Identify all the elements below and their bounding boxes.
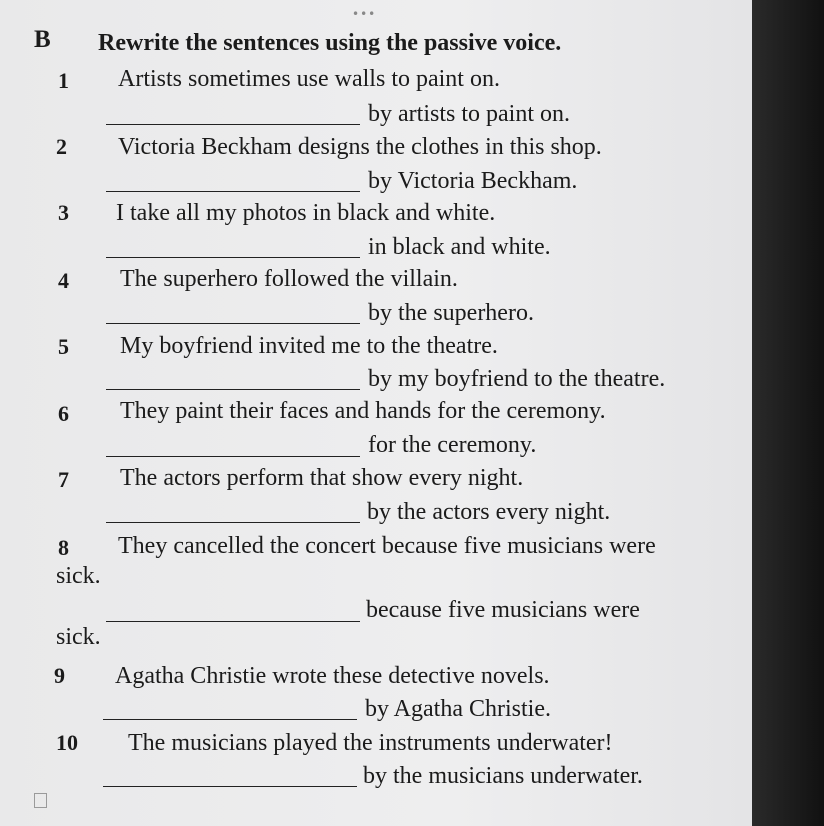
answer-blank[interactable] bbox=[106, 323, 360, 324]
checkbox[interactable] bbox=[34, 793, 47, 808]
answer-blank[interactable] bbox=[103, 719, 357, 720]
more-options-dots[interactable]: ••• bbox=[352, 7, 377, 21]
answer-blank[interactable] bbox=[106, 124, 360, 125]
item-number: 6 bbox=[58, 401, 69, 426]
item-sentence: I take all my photos in black and white. bbox=[116, 200, 496, 226]
answer-blank[interactable] bbox=[106, 621, 360, 622]
item-number: 8 bbox=[58, 535, 69, 560]
item-sentence: They cancelled the concert because five musicians were bbox=[118, 533, 656, 559]
item-number: 3 bbox=[58, 200, 69, 225]
answer-blank[interactable] bbox=[106, 389, 360, 390]
item-sentence: They paint their faces and hands for the ceremony. bbox=[120, 398, 606, 424]
exercise-title: Rewrite the sentences using the passive voice. bbox=[98, 30, 562, 56]
item-number: 10 bbox=[56, 730, 78, 755]
section-letter: B bbox=[34, 26, 51, 53]
item-sentence: The superhero followed the villain. bbox=[120, 266, 458, 292]
item-number: 4 bbox=[58, 268, 69, 293]
item-sentence: Victoria Beckham designs the clothes in this shop. bbox=[118, 134, 602, 160]
item-number: 5 bbox=[58, 334, 69, 359]
item-sentence: The musicians played the instruments underwater! bbox=[128, 730, 613, 756]
answer-blank[interactable] bbox=[106, 456, 360, 457]
answer-blank[interactable] bbox=[106, 191, 360, 192]
item-number: 1 bbox=[58, 68, 69, 93]
item-number: 9 bbox=[54, 663, 65, 688]
item-number: 7 bbox=[58, 467, 69, 492]
item-completion: by my boyfriend to the theatre. bbox=[368, 366, 666, 392]
item-completion: by Victoria Beckham. bbox=[368, 168, 578, 194]
answer-blank[interactable] bbox=[106, 522, 360, 523]
item-completion: by the actors every night. bbox=[367, 499, 611, 525]
item-sentence: My boyfriend invited me to the theatre. bbox=[120, 333, 498, 359]
item-sentence: Agatha Christie wrote these detective novels. bbox=[115, 663, 550, 689]
item-completion: by artists to paint on. bbox=[368, 101, 570, 127]
item-completion: by the superhero. bbox=[368, 300, 534, 326]
item-completion: because five musicians were bbox=[366, 597, 640, 623]
item-number: 2 bbox=[56, 134, 67, 159]
item-completion: by the musicians underwater. bbox=[363, 763, 643, 789]
page-edge-shadow bbox=[752, 0, 824, 826]
answer-blank[interactable] bbox=[106, 257, 360, 258]
item-sentence: The actors perform that show every night. bbox=[120, 465, 524, 491]
item-completion: by Agatha Christie. bbox=[365, 696, 551, 722]
answer-blank[interactable] bbox=[103, 786, 357, 787]
item-sentence-wrap: sick. bbox=[56, 563, 101, 589]
item-completion: in black and white. bbox=[368, 234, 551, 260]
item-completion: for the ceremony. bbox=[368, 432, 537, 458]
item-completion-wrap: sick. bbox=[56, 624, 101, 650]
item-sentence: Artists sometimes use walls to paint on. bbox=[118, 66, 500, 92]
